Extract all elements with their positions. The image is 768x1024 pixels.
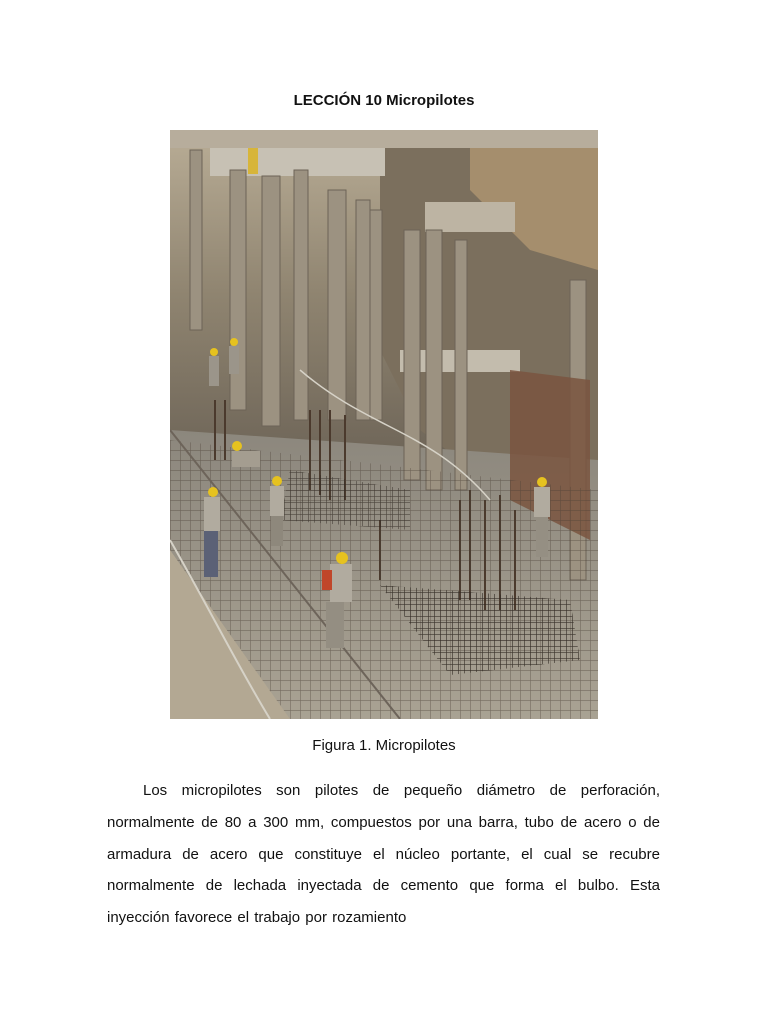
lesson-title: LECCIÓN 10 Micropilotes — [293, 92, 475, 109]
micropilotes-photo — [170, 130, 598, 719]
body-paragraph: Los micropilotes son pilotes de pequeño diámetro de perforación, normalmente de 80 a 300 mm, compuestos por una barra, tubo de acero o de armadura de acero que constituye el núcleo portante, el cual se recubre normalmente de lechada inyectada de cemento que forma el bulbo. Esta inyección favorece el trabajo por rozamiento — [107, 782, 660, 927]
figure-caption: Figura 1. Micropilotes — [312, 737, 456, 754]
